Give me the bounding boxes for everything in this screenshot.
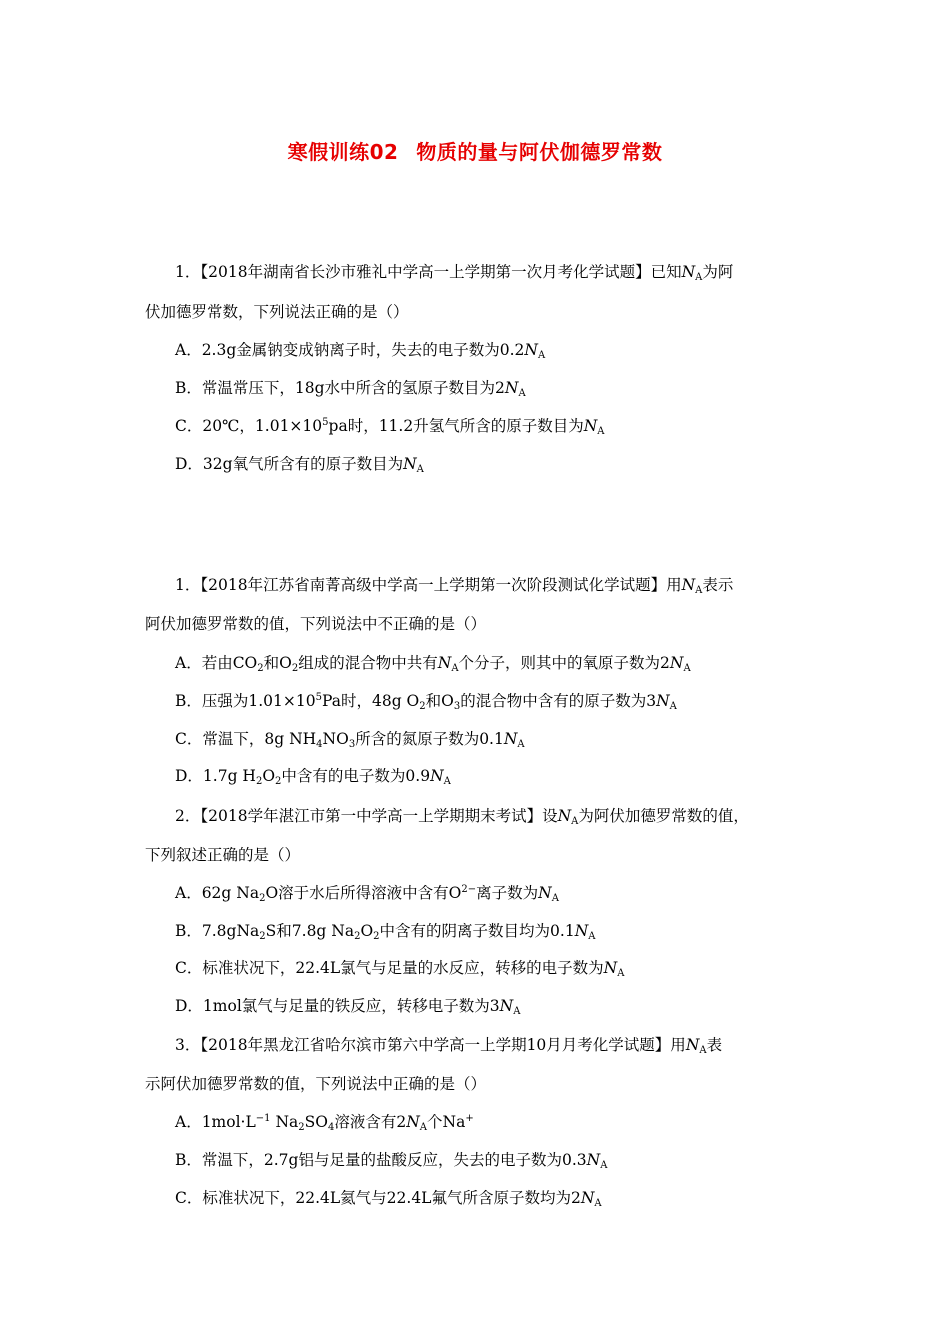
question-b-option-a: A．若由$CO_2$和$O_2$组成的混合物中共有$N_A$个分子，则其中的氧原子数为$2N_A$	[175, 654, 691, 674]
page-title	[0, 136, 950, 165]
question-a-stem-line1: 1．【2018年湖南省长沙市雅礼中学高一上学期第一次月考化学试题】已知$N_A$为阿	[175, 263, 734, 283]
question-a-option-a: A．2.3g金属钠变成钠离子时，失去的电子数为$0.2N_A$	[175, 341, 546, 361]
question-3-stem-line2: 示阿伏加德罗常数的值，下列说法中正确的是（）	[145, 1075, 487, 1093]
question-2-option-c: C．标准状况下，22.4L氯气与足量的水反应，转移的电子数为$N_A$	[175, 959, 625, 979]
question-b-stem-line1: 1．【2018年江苏省南菁高级中学高一上学期第一次阶段测试化学试题】用$N_A$表示	[175, 576, 734, 596]
question-a-option-c: C．20℃，$1.01\times 10^5pa$时，11.2升氢气所含的原子数目为$N_A$	[175, 417, 605, 437]
question-2-option-d: D．1mol氯气与足量的铁反应，转移电子数为$3N_A$	[175, 997, 521, 1017]
question-b-option-b: B．压强为$1.01\times 10^5Pa$时，48g $O_2$和$O_3$的混合物中含有的原子数为$3N_A$	[175, 692, 677, 712]
title-part2: 物质的量与阿伏伽德罗常数	[416, 140, 663, 164]
question-3-option-b: B．常温下，2.7g铝与足量的盐酸反应，失去的电子数为$0.3N_A$	[175, 1151, 608, 1171]
question-3-option-a: A．$1mol\cdot L^{-1}$ $Na_2SO_4$溶液含有$2N_A$个Na+	[175, 1113, 474, 1133]
question-a-stem-line2: 伏加德罗常数，下列说法正确的是（）	[145, 303, 409, 321]
question-a-option-b: B．常温常压下，18g水中所含的氢原子数目为$2N_A$	[175, 379, 526, 399]
question-3-option-c: C．标准状况下，22.4L氦气与22.4L氟气所含原子数均为$2N_A$	[175, 1189, 602, 1209]
question-b-option-c: C．常温下，8g $NH_4NO_3$所含的氮原子数为$0.1N_A$	[175, 730, 525, 750]
question-2-option-b: B．7.8gNa$_2$S和7.8g $Na_2O_2$中含有的阴离子数目均为$0.1N_A$	[175, 922, 596, 942]
question-b-option-d: D．1.7g $H_2O_2$中含有的电子数为$0.9N_A$	[175, 767, 451, 787]
question-3-stem-line1: 3．【2018年黑龙江省哈尔滨市第六中学高一上学期10月月考化学试题】用$N_A$表	[175, 1036, 723, 1056]
question-a-option-d: D．32g氧气所含有的原子数目为$N_A$	[175, 455, 424, 475]
question-2-stem-line2: 下列叙述正确的是（）	[145, 846, 301, 864]
question-2-stem-line1: 2．【2018学年湛江市第一中学高一上学期期末考试】设$N_A$为阿伏加德罗常数的值，	[175, 807, 749, 827]
title-part1: 寒假训练02	[287, 140, 399, 164]
question-2-option-a: A．62g $Na_2O$溶于水后所得溶液中含有$O^{2-}$离子数为$N_A$	[175, 884, 559, 904]
question-b-stem-line2: 阿伏加德罗常数的值，下列说法中不正确的是（）	[145, 615, 487, 633]
